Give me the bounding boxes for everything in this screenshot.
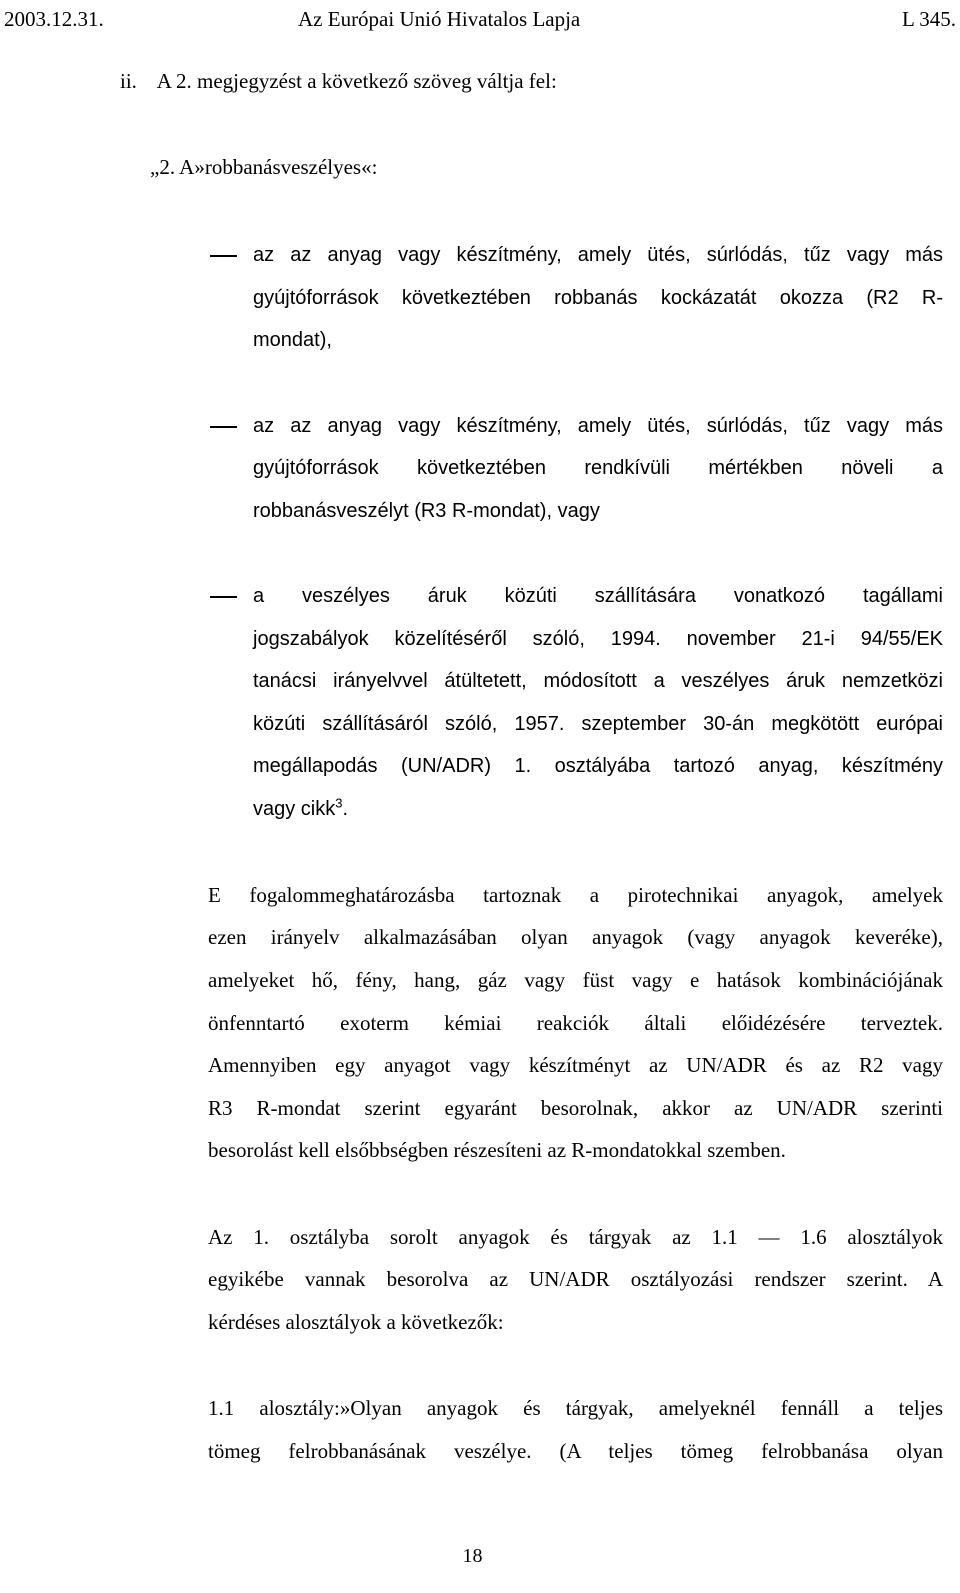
paragraph-2-line-2: egyikébe vannak besorolva az UN/ADR osztályozási rendszer szerint. A: [208, 1267, 943, 1291]
bullet-1-line-1: az az anyag vagy készítmény, amely ütés, súrlódás, tűz vagy más: [253, 244, 943, 266]
paragraph-2-line-3: kérdéses alosztályok a következők:: [208, 1310, 504, 1334]
paragraph-2-line-1: Az 1. osztályba sorolt anyagok és tárgyak az 1.1 — 1.6 alosztályok: [208, 1225, 943, 1249]
header-page-ref: L 345.: [901, 6, 956, 31]
bullet-dash: [210, 426, 237, 428]
paragraph-1-line-4: önfenntartó exoterm kémiai reakciók általi előidézésére terveztek.: [208, 1011, 943, 1035]
bullet-3-line-1: a veszélyes áruk közúti szállítására vonatkozó tagállami: [253, 585, 943, 607]
header-date: 2003.12.31.: [4, 6, 104, 31]
definition-heading: „2. A»robbanásveszélyes«:: [150, 155, 378, 179]
footnote-ref: 3: [335, 795, 343, 811]
bullet-2-line-1: az az anyag vagy készítmény, amely ütés, súrlódás, tűz vagy más: [253, 415, 943, 437]
header-journal-title: Az Európai Unió Hivatalos Lapja: [298, 6, 581, 31]
paragraph-1-line-2: ezen irányelv alkalmazásában olyan anyagok (vagy anyagok keveréke),: [208, 925, 943, 949]
paragraph-3-line-1: 1.1 alosztály:»Olyan anyagok és tárgyak, amelyeknél fennáll a teljes: [208, 1396, 943, 1420]
intro-line: ii. A 2. megjegyzést a következő szöveg váltja fel:: [120, 69, 557, 93]
bullet-3-line-3: tanácsi irányelvvel átültetett, módosított a veszélyes áruk nemzetközi: [253, 670, 943, 692]
bullet-1-line-2: gyújtóforrások következtében robbanás kockázatát okozza (R2 R-: [253, 287, 943, 309]
paragraph-1-line-7: besorolást kell elsőbbségben részesíteni az R-mondatokkal szemben.: [208, 1138, 786, 1162]
paragraph-3-line-2: tömeg felrobbanásának veszélye. (A teljes tömeg felrobbanása olyan: [208, 1439, 943, 1463]
bullet-dash: [210, 596, 237, 598]
bullet-2-line-3: robbanásveszélyt (R3 R-mondat), vagy: [253, 500, 600, 522]
bullet-3-last-text: vagy cikk: [253, 798, 336, 820]
bullet-dash: [210, 255, 237, 257]
bullet-3-line-6: [253, 794, 348, 824]
bullet-3-suffix: .: [342, 798, 349, 820]
paragraph-1-line-6: R3 R-mondat szerint egyaránt besorolnak, akkor az UN/ADR szerinti: [208, 1096, 943, 1120]
page-header: [4, 4, 956, 34]
paragraph-1-line-5: Amennyiben egy anyagot vagy készítményt az UN/ADR és az R2 vagy: [208, 1053, 943, 1077]
bullet-3-line-5: megállapodás (UN/ADR) 1. osztályába tartozó anyag, készítmény: [253, 755, 943, 777]
bullet-1-line-3: mondat),: [253, 329, 332, 351]
paragraph-1-line-3: amelyeket hő, fény, hang, gáz vagy füst vagy e hatások kombinációjának: [208, 968, 943, 992]
bullet-3-line-2: jogszabályok közelítéséről szóló, 1994. november 21-i 94/55/EK: [253, 628, 943, 650]
bullet-3-line-4: közúti szállításáról szóló, 1957. szeptember 30-án megkötött európai: [253, 713, 943, 735]
paragraph-1-line-1: E fogalommeghatározásba tartoznak a pirotechnikai anyagok, amelyek: [208, 883, 943, 907]
page-number: 18: [462, 1545, 483, 1567]
bullet-2-line-2: gyújtóforrások következtében rendkívüli mértékben növeli a: [253, 457, 943, 479]
